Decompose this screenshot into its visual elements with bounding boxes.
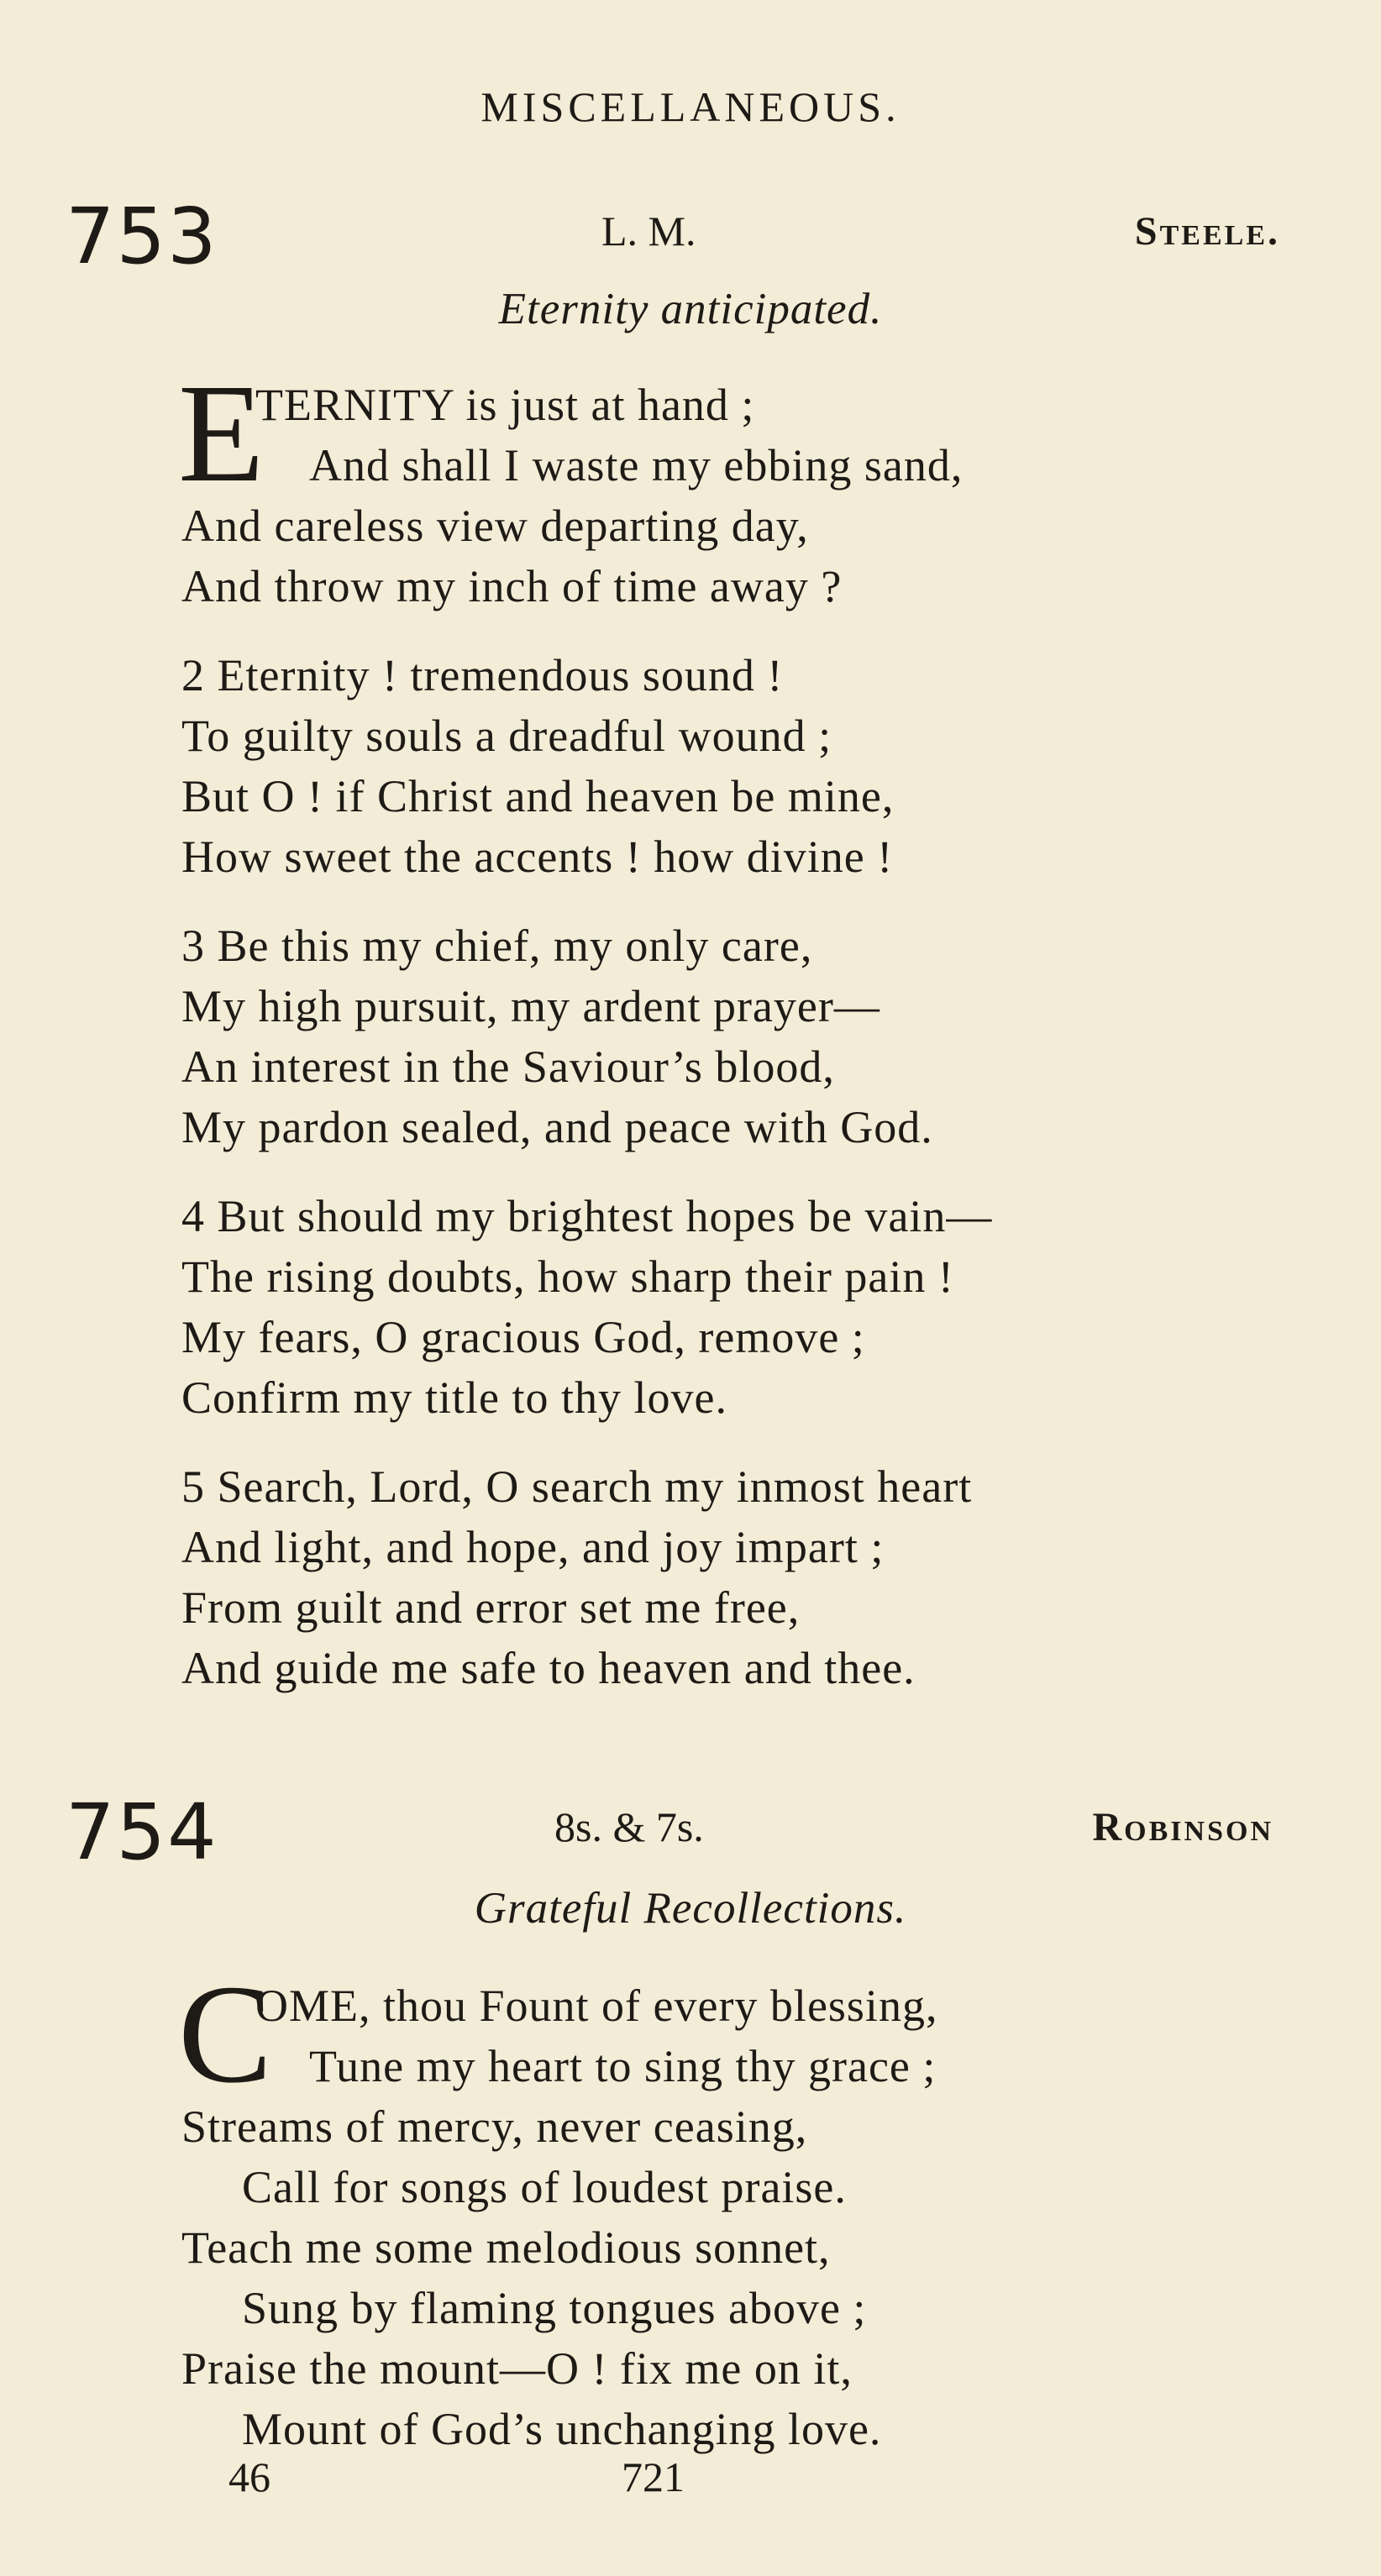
- stanza-1: [181, 375, 963, 616]
- stanza-line: An interest in the Saviour’s blood,: [181, 1041, 835, 1092]
- stanza-2: [181, 645, 894, 887]
- stanza-line: Mount of God’s unchanging love.: [242, 2404, 882, 2454]
- stanza-line: My high pursuit, my ardent prayer—: [181, 981, 880, 1031]
- stanza-line: Teach me some melodious sonnet,: [181, 2222, 831, 2273]
- hymn-header-753: [0, 191, 1381, 284]
- stanza-line: 2 Eternity ! tremendous sound !: [181, 650, 784, 700]
- stanza-line: My pardon sealed, and peace with God.: [181, 1102, 933, 1152]
- drop-cap: E: [178, 355, 265, 512]
- stanza-line: TERNITY is just at hand ;: [255, 380, 755, 430]
- hymn-subtitle: Eternity anticipated.: [498, 285, 883, 333]
- hymn-subtitle: Grateful Recollections.: [474, 1884, 907, 1933]
- stanza-line: And light, and hope, and joy impart ;: [181, 1522, 885, 1572]
- stanza-line: And careless view departing day,: [181, 501, 809, 551]
- stanza-line: The rising doubts, how sharp their pain !: [181, 1251, 954, 1302]
- stanza-1: [181, 1975, 937, 2459]
- signature-mark: 46: [228, 2453, 270, 2500]
- stanza-5: [181, 1456, 972, 1698]
- stanza-line: Sung by flaming tongues above ;: [242, 2283, 867, 2333]
- stanza-line: From guilt and error set me free,: [181, 1582, 801, 1633]
- stanza-line: And shall I waste my ebbing sand,: [309, 440, 964, 491]
- stanza-line: But O ! if Christ and heaven be mine,: [181, 771, 895, 821]
- hymn-header-754: [0, 1787, 1381, 1880]
- stanza-line: To guilty souls a dreadful wound ;: [181, 711, 832, 761]
- hymn-author: Robinson: [1092, 1805, 1273, 1849]
- stanza-4: [181, 1186, 992, 1428]
- stanza-line: How sweet the accents ! how divine !: [181, 832, 894, 882]
- stanza-line: 5 Search, Lord, O search my inmost heart: [181, 1461, 973, 1512]
- stanza-line: Confirm my title to thy love.: [181, 1372, 727, 1423]
- stanza-line: And throw my inch of time away ?: [181, 561, 843, 611]
- stanza-line: My fears, O gracious God, remove ;: [181, 1312, 865, 1362]
- stanza-3: [181, 916, 933, 1157]
- hymn-number: 753: [66, 191, 218, 281]
- stanza-line: 3 Be this my chief, my only care,: [181, 921, 813, 971]
- drop-cap: C: [178, 1956, 273, 2112]
- stanza-line: Call for songs of loudest praise.: [242, 2162, 847, 2212]
- page-number: 721: [622, 2453, 685, 2500]
- stanza-line: Tune my heart to sing thy grace ;: [309, 2041, 937, 2091]
- stanza-line: And guide me safe to heaven and thee.: [181, 1643, 916, 1693]
- stanza-line: 4 But should my brightest hopes be vain—: [181, 1191, 993, 1241]
- stanza-line: OME, thou Fount of every blessing,: [255, 1981, 938, 2031]
- stanza-line: Praise the mount—O ! fix me on it,: [181, 2343, 853, 2394]
- stanza-line: Streams of mercy, never ceasing,: [181, 2101, 808, 2152]
- hymn-number: 754: [66, 1787, 218, 1877]
- running-head: MISCELLANEOUS.: [480, 83, 901, 130]
- hymn-author: Steele.: [1134, 209, 1280, 254]
- hymn-meter: 8s. & 7s.: [554, 1803, 704, 1850]
- hymn-meter: L. M.: [601, 207, 696, 254]
